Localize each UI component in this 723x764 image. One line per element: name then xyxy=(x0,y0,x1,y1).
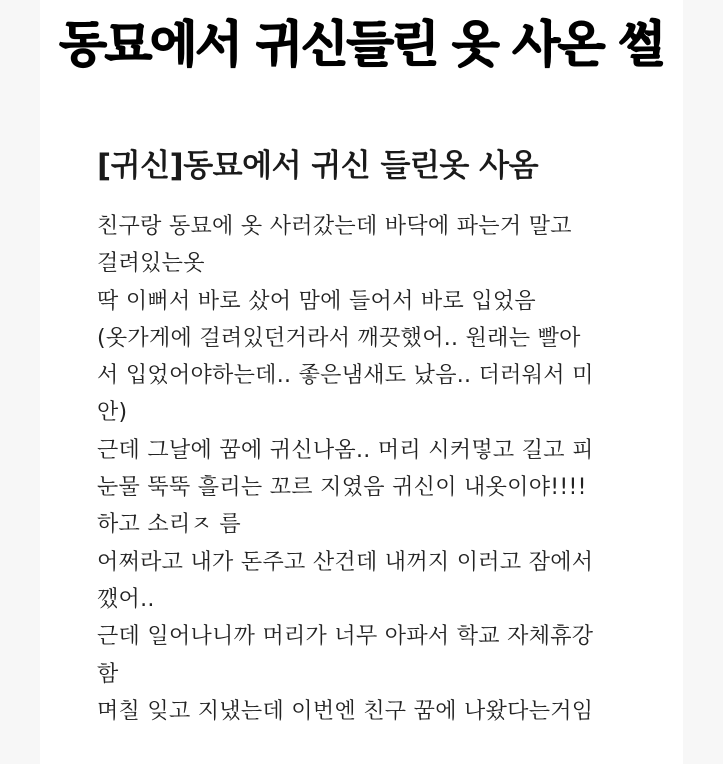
body-line: 근데 일어나니까 머리가 너무 아파서 학교 자체휴강 xyxy=(97,624,594,650)
body-line: 어쩌라고 내가 돈주고 산건데 내꺼지 이러고 잠에서 xyxy=(97,549,594,575)
body-line: 서 입었어야하는데.. 좋은냄새도 났음.. 더러워서 미 xyxy=(97,363,594,389)
body-line: 안) xyxy=(97,400,128,426)
body-line: 친구랑 동묘에 옷 사러갔는데 바닥에 파는거 말고 xyxy=(97,214,572,239)
body-line: 며칠 잊고 지냈는데 이번엔 친구 꿈에 나왔다는거임 xyxy=(97,698,594,724)
body-line: 걸려있는옷 xyxy=(97,251,205,277)
body-line: 함 xyxy=(97,661,119,687)
body-line: 근데 그날에 꿈에 귀신나옴.. 머리 시커멓고 길고 피 xyxy=(97,437,594,463)
body-line: 깼어.. xyxy=(97,586,155,612)
left-margin-shade xyxy=(0,0,40,764)
headline: 동묘에서 귀신들린 옷 사온 썰 xyxy=(59,16,664,73)
right-margin-shade xyxy=(683,0,723,764)
body-line: (옷가게에 걸려있던거라서 깨끗했어.. 원래는 빨아 xyxy=(97,325,581,351)
body-line: 하고 소리ㅈ 름 xyxy=(97,512,241,538)
body-line: 눈물 뚝뚝 흘리는 꼬르 지였음 귀신이 내옷이야!!!! xyxy=(97,475,587,501)
post-title: [귀신]동묘에서 귀신 들린옷 사옴 xyxy=(97,148,539,184)
post-body xyxy=(97,208,637,730)
body-line: 딱 이뻐서 바로 샀어 맘에 들어서 바로 입었음 xyxy=(97,288,536,314)
